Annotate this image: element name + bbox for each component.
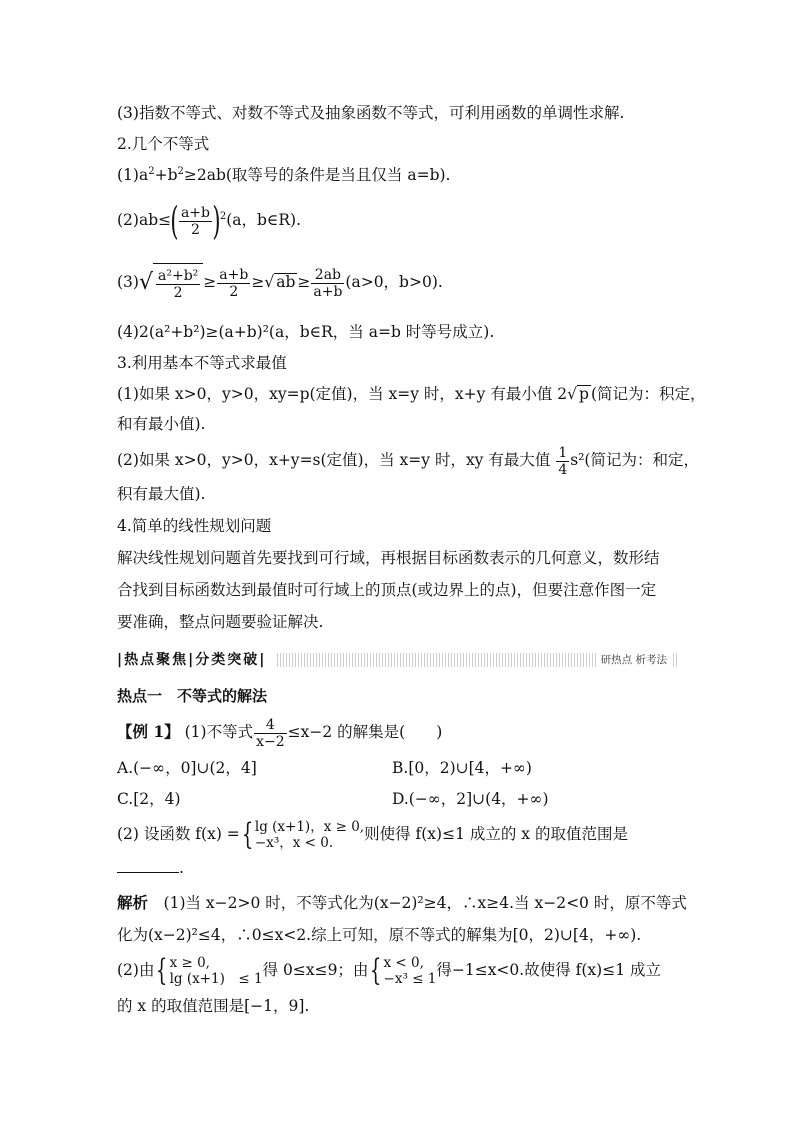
text: ≥ xyxy=(251,273,265,291)
numerator: a²+b² xyxy=(158,268,199,285)
option-b: B.[0，2)∪[4，+∞) xyxy=(392,759,532,777)
formula-line-4: (4)2(a²+b²)≥(a+b)²(a，b∈R，当 a=b 时等号成立). xyxy=(117,323,495,341)
piecewise-cases xyxy=(255,819,364,851)
answer-blank xyxy=(117,858,179,873)
text: (2)如果 x>0，y>0，x+y=s(定值)，当 x=y 时，xy 有最大值 xyxy=(117,451,551,469)
option-c: C.[2，4) xyxy=(117,790,181,808)
text-line: 要准确，整点问题要验证解决. xyxy=(117,613,324,631)
text: . xyxy=(179,859,184,877)
text: (1)不等式 xyxy=(184,723,254,741)
formula-line-2 xyxy=(117,199,302,243)
brace-icon: { xyxy=(370,953,382,988)
numerator: 4 xyxy=(254,717,287,734)
brace-icon: { xyxy=(241,817,254,852)
fraction xyxy=(311,267,344,300)
case-1: x ≥ 0, xyxy=(169,955,210,971)
example-question-1 xyxy=(117,712,442,752)
cases xyxy=(170,955,263,987)
heading-basic-inequality: 3.利用基本不等式求最值 xyxy=(117,354,287,372)
cases xyxy=(384,955,437,987)
solution-label: 解析 xyxy=(117,893,149,912)
denominator: 2 xyxy=(191,221,200,238)
solution-line-4: 的 x 的取值范围是[−1，9]. xyxy=(117,997,310,1015)
sqrt-icon: √ xyxy=(138,270,153,296)
sqrt-content: p xyxy=(579,385,589,403)
sqrt-icon: √ xyxy=(264,273,275,291)
text: (简记为：积定， xyxy=(590,385,706,403)
example-question-2 xyxy=(117,816,628,852)
text: +b xyxy=(154,166,178,184)
denominator: x−2 xyxy=(256,733,285,750)
text-line: 和有最小值). xyxy=(117,415,206,433)
section-title: 热点一 不等式的解法 xyxy=(117,687,268,705)
banner-right-text: 研热点 析考法 xyxy=(597,653,671,667)
text-line: (3)指数不等式、对数不等式及抽象函数不等式，可利用函数的单调性求解. xyxy=(117,104,625,122)
solution-line-2: 化为(x−2)²≤4，∴0≤x<2.综上可知，原不等式的解集为[0，2)∪[4，+∞). xyxy=(117,926,642,944)
fraction xyxy=(179,205,212,238)
text: (3) xyxy=(117,273,139,291)
exponent: 2 xyxy=(219,210,227,222)
text: ≥ xyxy=(297,273,311,291)
banner-tag: |热点聚焦|分类突破| xyxy=(117,652,267,668)
text: (2) 设函数 f(x) = xyxy=(117,825,240,843)
formula-line-3 xyxy=(117,262,443,302)
heading-inequalities: 2.几个不等式 xyxy=(117,135,210,153)
text: 得−1≤x<0.故使得 f(x)≤1 成立 xyxy=(436,961,661,979)
section-banner xyxy=(117,650,677,670)
numerator: 1 xyxy=(558,444,568,461)
solution-line-1 xyxy=(117,893,687,913)
case-2: −x³，x < 0. xyxy=(254,835,334,851)
case-1: x < 0, xyxy=(383,955,424,971)
text: (1)如果 x>0，y>0，xy=p(定值)，当 x=y 时，x+y 有最小值 2 xyxy=(117,385,568,403)
heading-linear-programming: 4.简单的线性规划问题 xyxy=(117,517,272,535)
text-line xyxy=(117,384,706,404)
sqrt-icon: √ xyxy=(567,385,578,403)
answer-blank-line xyxy=(117,858,184,878)
exponent: 2 xyxy=(177,165,184,177)
text: (1)当 x−2>0 时，不等式化为(x−2)²≥4，∴x≥4.当 x−2<0 时，原不等式 xyxy=(163,894,687,912)
denominator: a+b xyxy=(313,283,343,300)
case-1: lg (x+1)，x ≥ 0, xyxy=(254,819,365,835)
text: s²(简记为：和定， xyxy=(570,451,699,469)
text: (a>0，b>0). xyxy=(345,273,443,291)
text: ≥2ab(取等号的条件是当且仅当 a=b). xyxy=(183,166,451,184)
paren-icon: ) xyxy=(212,199,221,243)
text-line: 积有最大值). xyxy=(117,485,206,503)
fraction xyxy=(556,445,569,478)
fraction xyxy=(156,268,200,301)
sqrt-expression xyxy=(139,262,203,304)
brace-icon: { xyxy=(156,953,168,988)
text: (1)a xyxy=(117,166,149,184)
denominator: 4 xyxy=(558,461,568,478)
text: (2)ab≤ xyxy=(117,211,172,229)
numerator: 2ab xyxy=(311,267,344,284)
text: ≥ xyxy=(203,273,217,291)
text-line: 合找到目标函数达到最值时可行域上的顶点(或边界上的点)，但要注意作图一定 xyxy=(117,581,657,599)
text: 得 0≤x≤9；由 xyxy=(262,961,369,979)
text: (2)由 xyxy=(117,961,155,979)
text-line: 解决线性规划问题首先要找到可行域，再根据目标函数表示的几何意义，数形结 xyxy=(117,549,660,567)
text: (a，b∈R). xyxy=(226,211,302,229)
text-line xyxy=(117,442,699,478)
denominator: 2 xyxy=(173,285,183,302)
numerator: a+b xyxy=(180,204,210,221)
option-d: D.(−∞，2]∪(4，+∞) xyxy=(392,790,549,808)
text: 则使得 f(x)≤1 成立的 x 的取值范围是 xyxy=(364,825,628,843)
paren-icon: ( xyxy=(170,199,179,243)
case-2: lg (x+1) ≤ 1 xyxy=(169,971,263,987)
numerator: a+b xyxy=(219,266,249,283)
case-2: −x³ ≤ 1 xyxy=(383,971,437,987)
denominator: 2 xyxy=(229,283,239,300)
fraction xyxy=(254,717,287,750)
sqrt-content: ab xyxy=(276,273,296,291)
solution-line-3 xyxy=(117,952,661,988)
option-a: A.(−∞，0]∪(2，4] xyxy=(117,759,257,777)
exponent: 2 xyxy=(148,165,155,177)
fraction xyxy=(217,267,250,300)
example-label: 【例 1】 xyxy=(117,722,180,741)
formula-line-1 xyxy=(117,165,451,185)
text: ≤x−2 的解集是( ) xyxy=(287,723,443,741)
